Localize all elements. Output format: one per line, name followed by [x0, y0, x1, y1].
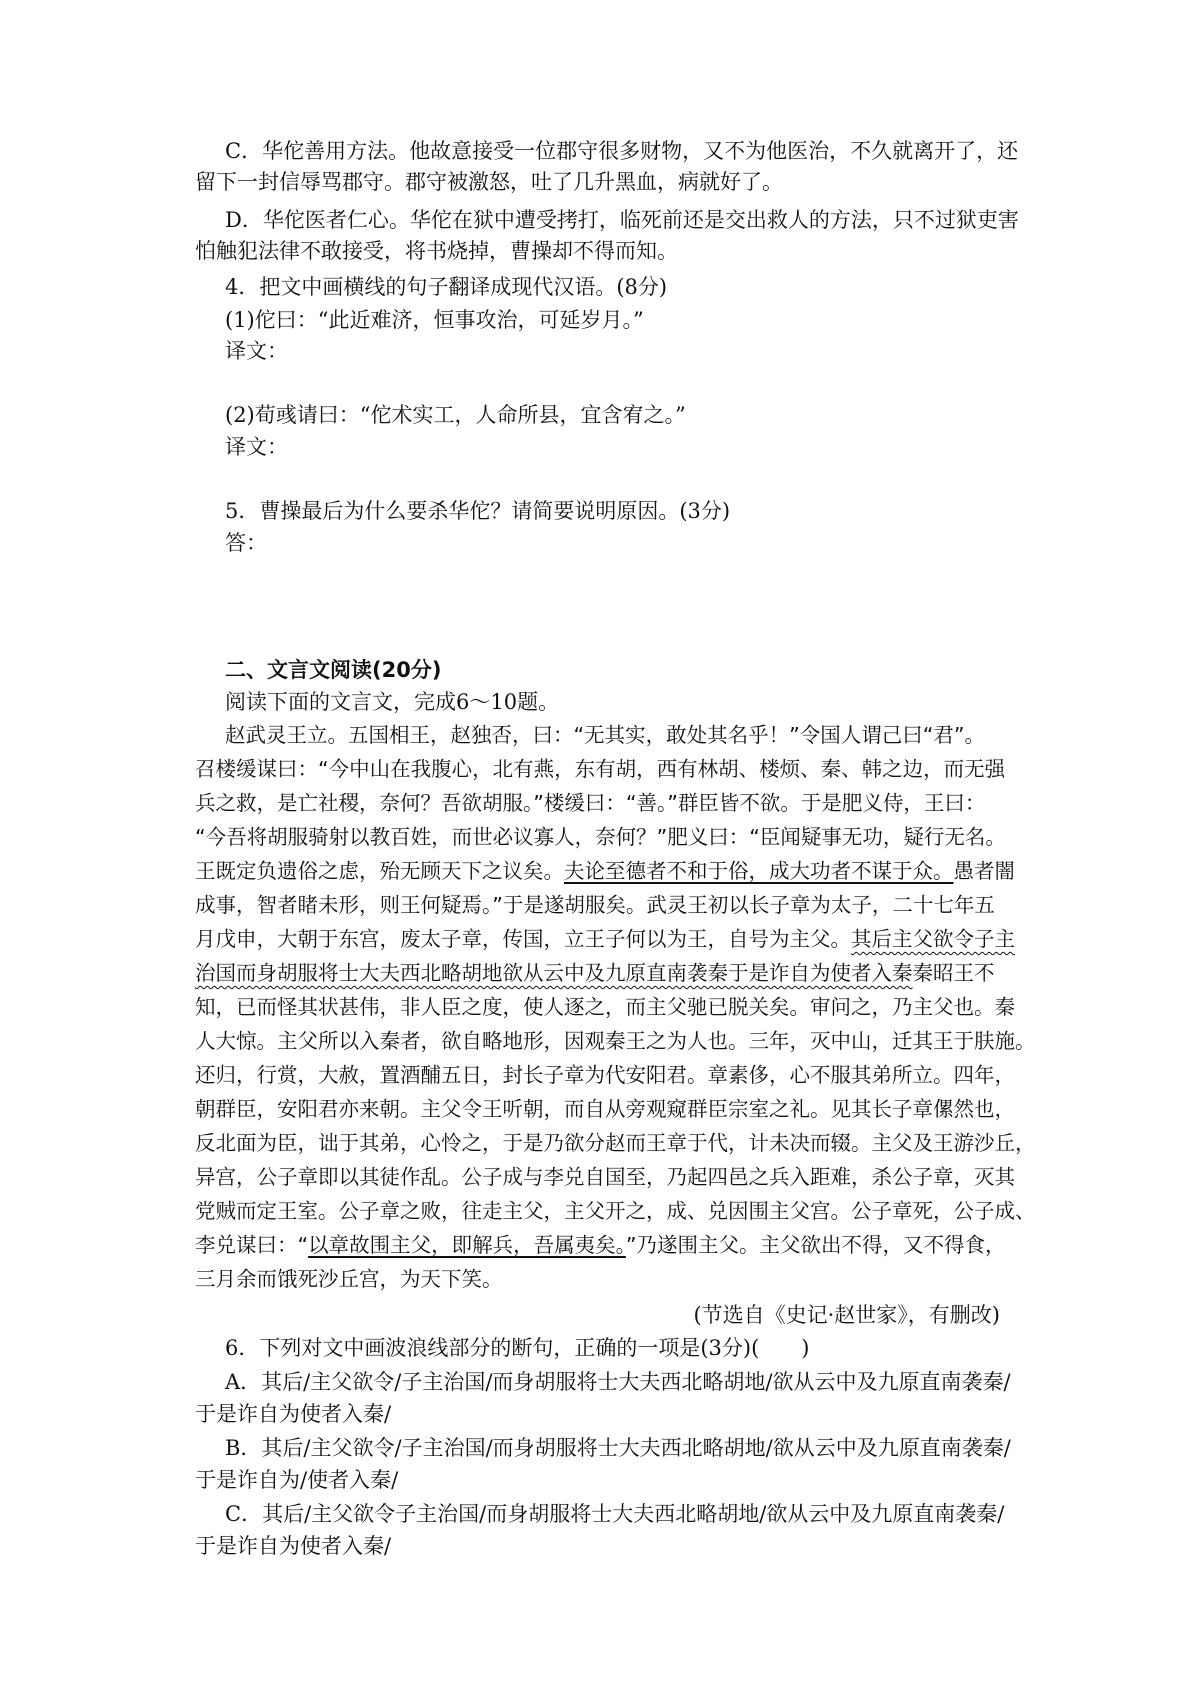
- passage-line-16-text-a: 李兑谋曰：“: [195, 1233, 309, 1257]
- underlined-sentence-1: 夫论至德者不和于俗，成大功者不谋于众。: [564, 859, 954, 883]
- q4-answer1-label: 译文：: [225, 339, 288, 363]
- passage-line-12: 朝群臣，安阳君亦来朝。主父令王听朝，而自从旁观窥群臣宗室之礼。见其长子章傫然也，: [195, 1097, 1015, 1121]
- q4-item1: (1)佗曰：“此近难济，恒事攻治，可延岁月。”: [225, 308, 644, 332]
- q6-option-a-line2: 于是诈自为使者入秦/: [195, 1402, 392, 1426]
- passage-line-15: 党贼而定王室。公子章之败，往走主父，主父开之，成、兑因围主父宫。公子章死，公子成、: [195, 1199, 1036, 1223]
- passage-line-3: 兵之救，是亡社稷，奈何？吾欲胡服。”楼缓曰：“善。”群臣皆不欲。于是肥义侍，王曰：: [195, 791, 986, 815]
- passage-line-4: “今吾将胡服骑射以教百姓，而世必议寡人，奈何？”肥义曰：“臣闻疑事无功，疑行无名。: [195, 825, 1006, 849]
- q5-answer-label: 答：: [225, 531, 267, 555]
- q4-answer2-label: 译文：: [225, 435, 288, 459]
- passage-line-5: [195, 856, 1015, 886]
- q6-option-c-line2: 于是诈自为使者入秦/: [195, 1534, 392, 1558]
- passage-line-14: 异宫，公子章即以其徒作乱。公子成与李兑自国至，乃起四邑之兵入距难，杀公子章，灭其: [195, 1165, 1015, 1189]
- q3-option-d-line2: 怕触犯法律不敢接受，将书烧掉，曹操却不得而知。: [195, 239, 678, 263]
- q3-option-d-line1: D．华佗医者仁心。华佗在狱中遭受拷打，临死前还是交出救人的方法，只不过狱吏害: [225, 208, 1019, 232]
- underlined-sentence-2: 以章故围主父，即解兵，吾属夷矣。: [308, 1233, 626, 1257]
- passage-line-9: 知，已而怪其状甚伟，非人臣之度，使人逐之，而主父驰已脱关矣。审问之，乃主父也。秦: [195, 995, 1015, 1019]
- passage-line-7: [195, 924, 1015, 954]
- passage-line-16: [195, 1230, 1006, 1260]
- passage-line-8-text: 秦昭王不: [912, 961, 995, 985]
- passage-line-11: 还归，行赏，大赦，置酒酺五日，封长子章为代安阳君。章素侈，心不服其弟所立。四年，: [195, 1063, 1015, 1087]
- section2-instruction: 阅读下面的文言文，完成6～10题。: [225, 690, 560, 714]
- q6-option-b-line2: 于是诈自为/使者入秦/: [195, 1468, 399, 1492]
- passage-line-5-text-b: 愚者闇: [953, 859, 1015, 883]
- passage-line-6: 成事，智者睹未形，则王何疑焉。”于是遂胡服矣。武灵王初以长子章为太子，二十七年五: [195, 893, 995, 917]
- passage-line-1: 赵武灵王立。五国相王，赵独否，曰：“无其实，敢处其名乎！”令国人谓己曰“君”。: [225, 723, 985, 747]
- passage-line-5-text-a: 王既定负遗俗之虑，殆无顾天下之议矣。: [195, 859, 564, 883]
- passage-line-7-text: 月戊申，大朝于东宫，废太子章，传国，立王子何以为王，自号为主父。: [195, 927, 851, 951]
- q3-option-c-line2: 留下一封信辱骂郡守。郡守被激怒，吐了几升黑血，病就好了。: [195, 170, 783, 194]
- q6-option-b-line1: B．其后/主父欲令/子主治国/而身胡服将士大夫西北略胡地/欲从云中及九原直南袭秦/: [225, 1436, 1011, 1460]
- section2-heading: 二、文言文阅读(20分): [225, 658, 442, 682]
- q3-option-c-line1: C．华佗善用方法。他故意接受一位郡守很多财物，又不为他医治，不久就离开了，还: [225, 139, 1019, 163]
- q6-option-c-line1: C．其后/主父欲令子主治国/而身胡服将士大夫西北略胡地/欲从云中及九原直南袭秦/: [225, 1502, 1005, 1526]
- passage-line-8: [195, 958, 995, 988]
- passage-line-13: 反北面为臣，诎于其弟，心怜之，于是乃欲分赵而王章于代，计未决而辍。主父及王游沙丘，: [195, 1131, 1036, 1155]
- passage-line-17: 三月余而饿死沙丘宫，为天下笑。: [195, 1267, 503, 1291]
- q5-stem: 5．曹操最后为什么要杀华佗？请简要说明原因。(3分): [225, 499, 731, 523]
- passage-line-2: 召楼缓谋曰：“今中山在我腹心，北有燕，东有胡，西有林胡、楼烦、秦、韩之边，而无强: [195, 757, 1006, 781]
- q6-option-a-line1: A．其后/主父欲令/子主治国/而身胡服将士大夫西北略胡地/欲从云中及九原直南袭秦/: [225, 1370, 1011, 1394]
- q4-item2: (2)荀彧请曰：“佗术实工，人命所县，宜含宥之。”: [225, 403, 686, 427]
- q4-stem: 4．把文中画横线的句子翻译成现代汉语。(8分): [225, 275, 668, 299]
- passage-line-10: 人大惊。主父所以入秦者，欲自略地形，因观秦王之为人也。三年，灭中山，迁其王于肤施。: [195, 1029, 1036, 1053]
- passage-line-16-text-b: ”乃遂围主父。主父欲出不得，又不得食，: [625, 1233, 1006, 1257]
- wavy-segment-1: 其后主父欲令子主: [851, 927, 1015, 951]
- wavy-segment-2: 治国而身胡服将士大夫西北略胡地欲从云中及九原直南袭秦于是诈自为使者入秦: [195, 961, 913, 985]
- q6-stem: 6．下列对文中画波浪线部分的断句，正确的一项是(3分)( ): [225, 1336, 810, 1360]
- passage-source: (节选自《史记·赵世家》，有删改): [693, 1303, 1000, 1327]
